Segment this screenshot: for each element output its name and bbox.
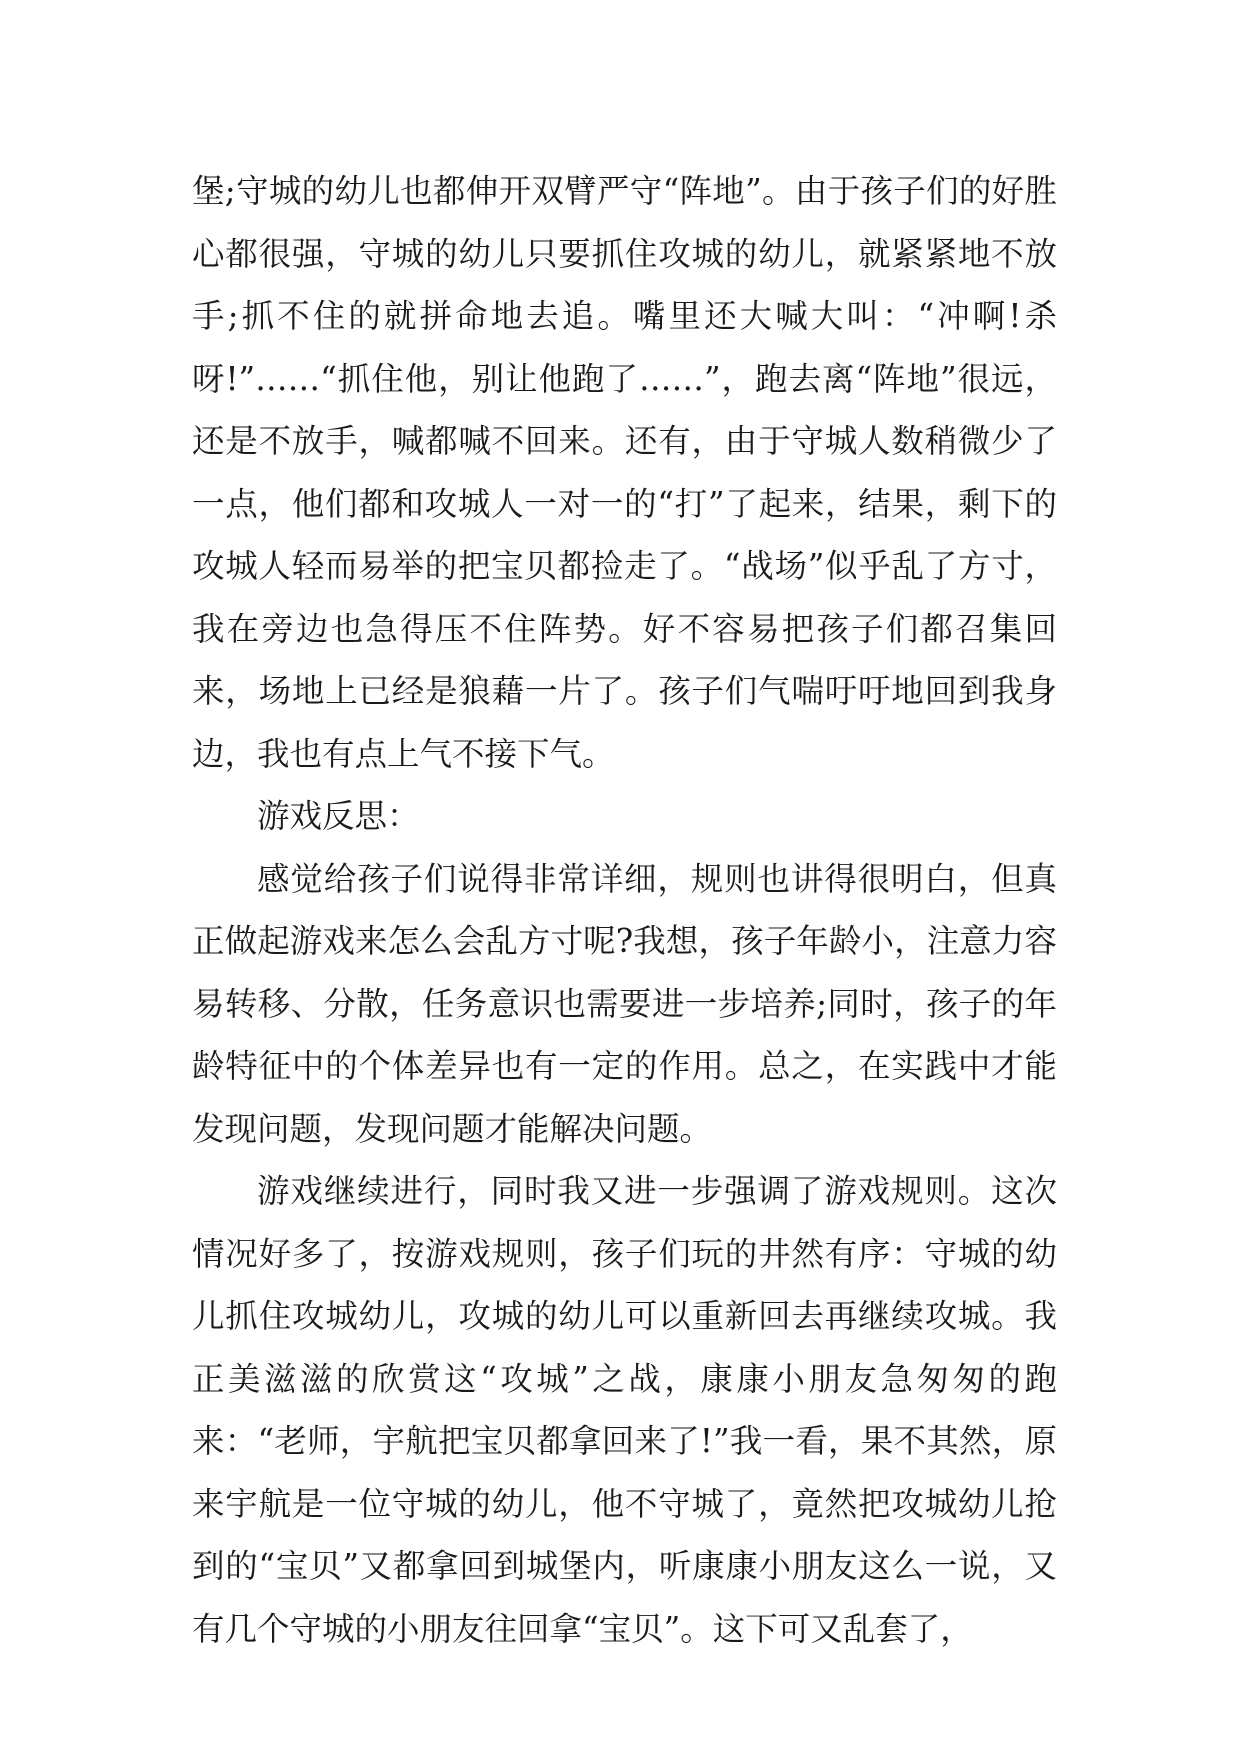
paragraph-reflection-heading: 游戏反思：	[257, 797, 420, 835]
paragraph-reflection-body: 感觉给孩子们说得非常详细，规则也讲得很明白，但真正做起游戏来怎么会乱方寸呢?我想，孩子年龄小，注意力容易转移、分散，任务意识也需要进一步培养;同时，孩子的年龄特征中的个体差异也有一定的作用。总之，在实践中才能发现问题，发现问题才能解决问题。	[192, 859, 1057, 1148]
document-body	[192, 160, 1057, 1660]
paragraph-game-continues: 游戏继续进行，同时我又进一步强调了游戏规则。这次情况好多了，按游戏规则，孩子们玩的井然有序：守城的幼儿抓住攻城幼儿，攻城的幼儿可以重新回去再继续攻城。我正美滋滋的欣赏这“攻城”之战，康康小朋友急匆匆的跑来：“老师，宇航把宝贝都拿回来了!”我一看，果不其然，原来宇航是一位守城的幼儿，他不守城了，竟然把攻城幼儿抢到的“宝贝”又都拿回到城堡内，听康康小朋友这么一说，又有几个守城的小朋友往回拿“宝贝”。这下可又乱套了，	[192, 1172, 1057, 1648]
paragraph-continuation: 堡;守城的幼儿也都伸开双臂严守“阵地”。由于孩子们的好胜心都很强，守城的幼儿只要抓住攻城的幼儿，就紧紧地不放手;抓不住的就拼命地去追。嘴里还大喊大叫：“冲啊!杀呀!”……“抓住他，别让他跑了……”，跑去离“阵地”很远，还是不放手，喊都喊不回来。还有，由于守城人数稍微少了一点，他们都和攻城人一对一的“打”了起来，结果，剩下的攻城人轻而易举的把宝贝都捡走了。“战场”似乎乱了方寸，我在旁边也急得压不住阵势。好不容易把孩子们都召集回来，场地上已经是狼藉一片了。孩子们气喘吁吁地回到我身边，我也有点上气不接下气。	[192, 172, 1057, 773]
